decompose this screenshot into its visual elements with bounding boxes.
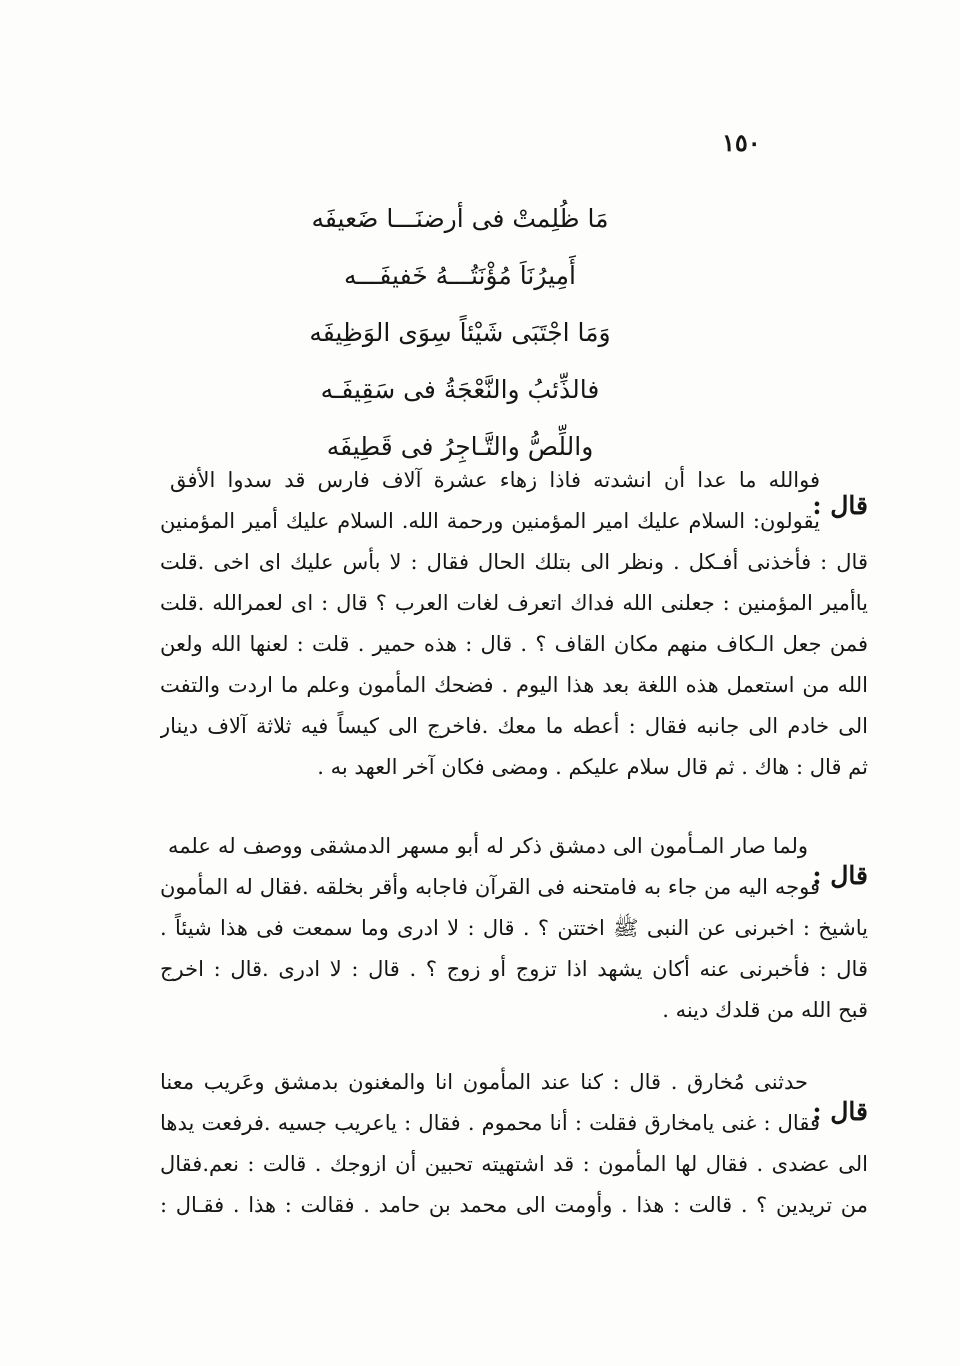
page-number: ١٥٠	[722, 128, 761, 157]
paragraph-1-text	[160, 460, 868, 788]
text-line: الله من استعمل هذه اللغة بعد هذا اليوم . فضحك المأمون وعلم ما اردت والتفت	[160, 673, 868, 697]
paragraph-2-text	[160, 826, 868, 1031]
poem-line: مَا ظُلِمتْ فى أرضنَـــا ضَعيفَه	[311, 204, 609, 233]
paragraph-3	[108, 1062, 868, 1252]
text-line: ولما صار المـأمون الى دمشق ذكر له أبو مسهر الدمشقى ووصف له علمه	[168, 834, 808, 858]
qal-label: قال :	[812, 491, 868, 520]
text-line: حدثنى مُخارق . قال : كنا عند المأمون انا والمغنون بدمشق وعَريب معنا	[160, 1070, 808, 1094]
text-line: الى عضدى . فقال لها المأمون : قد اشتهيته تحبين أن ازوجك . قالت : نعم.فقال	[160, 1152, 868, 1176]
poem-line: فالذِّئبُ والنَّعْجَةُ فى سَقِيفَـه	[320, 375, 600, 404]
text-line: قبح الله من قلدك دينه .	[662, 998, 868, 1022]
text-line: الى خادم الى جانبه فقال : أعطه ما معك .فاخرج الى كيساً فيه ثلاثة آلاف دينار	[160, 714, 868, 738]
text-line: فمن جعل الـكاف منهم مكان القاف ؟ . قال : هذه حمير . قلت : لعنها الله ولعن	[160, 632, 868, 656]
qal-label: قال :	[812, 1097, 868, 1126]
text-line: ياأمير المؤمنين : جعلنى الله فداك اتعرف لغات العرب ؟ قال : اى لعمرالله .قلت	[160, 591, 868, 615]
poem-line: واللِّصُّ والتَّـاجِرُ فى قَطِيفَه	[326, 432, 594, 461]
paragraph-2	[108, 826, 868, 1056]
text-line: فوالله ما عدا أن انشدته فاذا زهاء عشرة آلاف فارس قد سدوا الأفق	[170, 468, 820, 492]
text-line: فوجه اليه من جاء به فامتحنه فى القرآن فاجابه وأقر بخلقه .فقال له المأمون	[160, 875, 820, 899]
text-line: قال : فأخبرنى عنه أكان يشهد اذا تزوج أو زوج ؟ . قال : لا ادرى .قال : اخرج	[160, 957, 868, 981]
text-line: قال : فأخذنى أفـكل . ونظر الى بتلك الحال فقال : لا بأس عليك اى اخى .قلت	[160, 550, 868, 574]
text-line: من تريدين ؟ . قالت : هذا . وأومت الى محمد بن حامد . فقالت : هذا . فقـال :	[160, 1193, 868, 1217]
poem	[290, 190, 630, 475]
paragraph-3-text	[160, 1062, 868, 1226]
text-line: ثم قال : هاك . ثم قال سلام عليكم . ومضى فكان آخر العهد به .	[317, 755, 868, 779]
text-line: فقال : غنى يامخارق فقلت : أنا محموم . فقال : ياعريب جسيه .فرفعت يدها	[160, 1111, 820, 1135]
paragraph-1	[108, 460, 868, 800]
poem-line: أَمِيرُنَاَ مُؤْنَتُـــهُ خَفيفَـــه	[344, 261, 576, 290]
text-line: ياشيخ : اخبرنى عن النبى ﷺ اختتن ؟ . قال : لا ادرى وما سمعت فى هذا شيئاً .	[160, 916, 868, 940]
text-line: يقولون: السلام عليك امير المؤمنين ورحمة الله. السلام عليك أمير المؤمنين	[160, 509, 820, 533]
poem-line: وَمَا اجْتَبَى شَيْئاً سِوَى الوَظِيفَه	[309, 318, 611, 347]
qal-label: قال :	[812, 861, 868, 890]
